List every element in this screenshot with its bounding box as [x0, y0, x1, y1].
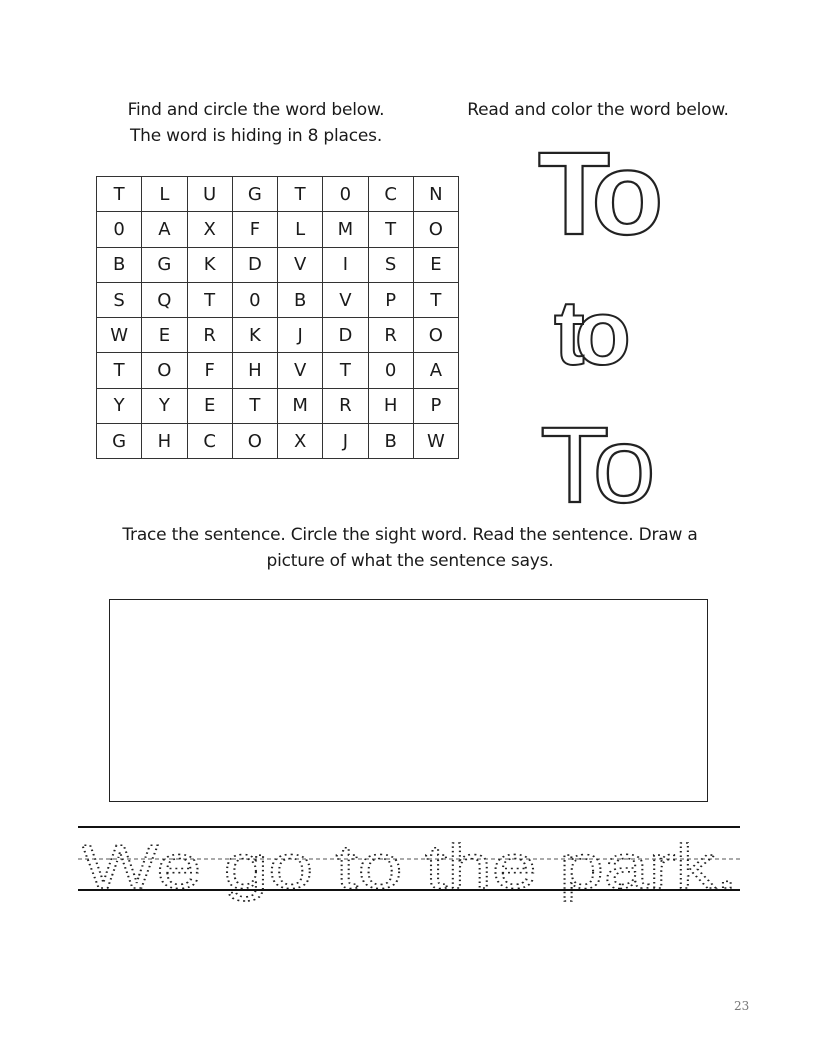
outline-word-text: To [538, 138, 654, 242]
grid-cell[interactable]: E [413, 247, 458, 282]
outline-word-text: to [554, 286, 621, 372]
grid-cell[interactable]: P [368, 282, 413, 317]
grid-cell[interactable]: 0 [97, 212, 142, 247]
grid-cell[interactable]: F [187, 353, 232, 388]
grid-cell[interactable]: G [232, 177, 277, 212]
grid-cell[interactable]: 0 [232, 282, 277, 317]
page-number: 23 [734, 999, 750, 1013]
grid-cell[interactable]: T [278, 177, 323, 212]
grid-cell[interactable]: X [278, 424, 323, 459]
grid-cell[interactable]: 0 [323, 177, 368, 212]
grid-cell[interactable]: S [368, 247, 413, 282]
grid-cell[interactable]: T [413, 282, 458, 317]
grid-cell[interactable]: T [368, 212, 413, 247]
color-word-instructions: Read and color the word below. [467, 100, 729, 120]
grid-cell[interactable]: O [232, 424, 277, 459]
tracing-area[interactable] [78, 824, 742, 914]
grid-cell[interactable]: A [142, 212, 187, 247]
grid-row [97, 424, 459, 459]
trace-instructions [60, 522, 760, 574]
grid-cell[interactable]: H [142, 424, 187, 459]
grid-cell[interactable]: C [368, 177, 413, 212]
grid-cell[interactable]: R [323, 388, 368, 423]
grid-row [97, 247, 459, 282]
grid-cell[interactable]: H [368, 388, 413, 423]
grid-cell[interactable]: T [187, 282, 232, 317]
outline-word-2[interactable] [552, 286, 662, 372]
word-search-grid [96, 176, 459, 459]
grid-cell[interactable]: B [278, 282, 323, 317]
grid-cell[interactable]: E [187, 388, 232, 423]
grid-cell[interactable]: B [368, 424, 413, 459]
grid-cell[interactable]: E [142, 318, 187, 353]
grid-cell[interactable]: 0 [368, 353, 413, 388]
grid-cell[interactable]: J [278, 318, 323, 353]
grid-cell[interactable]: C [187, 424, 232, 459]
outline-word-1[interactable] [536, 138, 676, 242]
grid-cell[interactable]: K [232, 318, 277, 353]
grid-row [97, 353, 459, 388]
grid-cell[interactable]: L [142, 177, 187, 212]
grid-cell[interactable]: W [413, 424, 458, 459]
grid-row [97, 388, 459, 423]
word-search-instructions [96, 97, 416, 149]
grid-cell[interactable]: G [97, 424, 142, 459]
grid-cell[interactable]: N [413, 177, 458, 212]
word-search-instruction-line-1: Find and circle the word below. [127, 100, 385, 120]
grid-cell[interactable]: X [187, 212, 232, 247]
grid-cell[interactable]: Y [142, 388, 187, 423]
grid-cell[interactable]: B [97, 247, 142, 282]
grid-cell[interactable]: V [278, 353, 323, 388]
grid-cell[interactable]: O [413, 318, 458, 353]
traceable-sentence: We go to the park. [82, 833, 738, 902]
outline-word-3[interactable] [538, 420, 678, 510]
grid-cell[interactable]: A [413, 353, 458, 388]
trace-instruction-line-2: picture of what the sentence says. [266, 551, 554, 571]
grid-row [97, 212, 459, 247]
grid-cell[interactable]: M [278, 388, 323, 423]
grid-cell[interactable]: V [278, 247, 323, 282]
grid-cell[interactable]: P [413, 388, 458, 423]
grid-cell[interactable]: Q [142, 282, 187, 317]
drawing-box[interactable] [109, 599, 708, 802]
grid-cell[interactable]: H [232, 353, 277, 388]
trace-instruction-line-1: Trace the sentence. Circle the sight word. Read the sentence. Draw a [122, 525, 698, 545]
grid-cell[interactable]: R [187, 318, 232, 353]
grid-cell[interactable]: T [97, 177, 142, 212]
grid-row [97, 282, 459, 317]
grid-cell[interactable]: U [187, 177, 232, 212]
grid-cell[interactable]: G [142, 247, 187, 282]
grid-cell[interactable]: Y [97, 388, 142, 423]
grid-row [97, 177, 459, 212]
grid-cell[interactable]: O [142, 353, 187, 388]
grid-cell[interactable]: O [413, 212, 458, 247]
grid-cell[interactable]: F [232, 212, 277, 247]
grid-cell[interactable]: D [323, 318, 368, 353]
grid-cell[interactable]: W [97, 318, 142, 353]
word-search-instruction-line-2: The word is hiding in 8 places. [129, 126, 383, 146]
grid-cell[interactable]: I [323, 247, 368, 282]
grid-cell[interactable]: R [368, 318, 413, 353]
outline-word-text: To [540, 420, 652, 510]
grid-cell[interactable]: M [323, 212, 368, 247]
grid-cell[interactable]: K [187, 247, 232, 282]
grid-cell[interactable]: S [97, 282, 142, 317]
grid-cell[interactable]: V [323, 282, 368, 317]
grid-cell[interactable]: T [97, 353, 142, 388]
grid-cell[interactable]: J [323, 424, 368, 459]
grid-row [97, 318, 459, 353]
grid-cell[interactable]: T [232, 388, 277, 423]
grid-cell[interactable]: L [278, 212, 323, 247]
grid-cell[interactable]: T [323, 353, 368, 388]
grid-cell[interactable]: D [232, 247, 277, 282]
